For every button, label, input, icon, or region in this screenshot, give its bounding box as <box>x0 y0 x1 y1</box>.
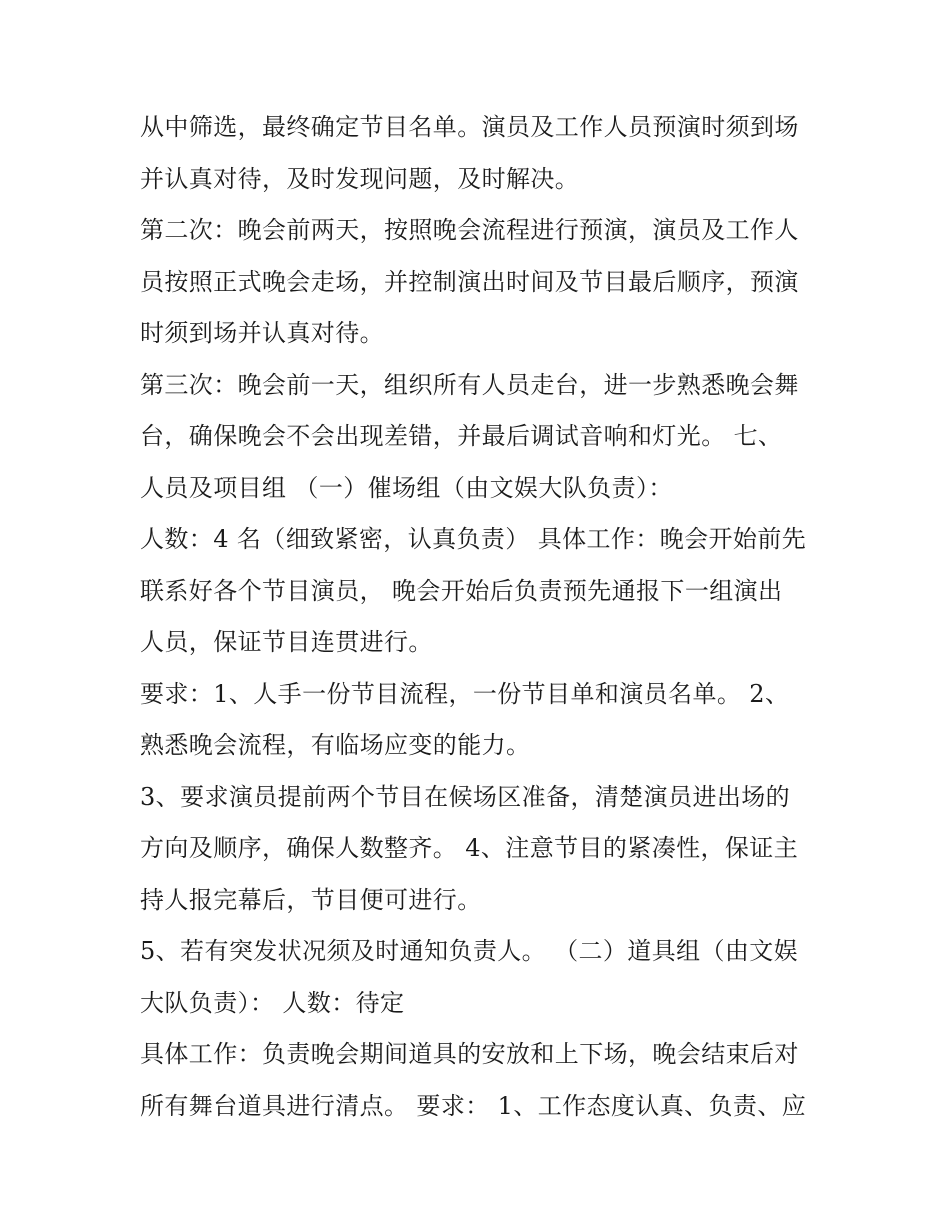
text-line: 时须到场并认真对待。 <box>140 319 384 347</box>
text-line: 联系好各个节目演员， 晚会开始后负责预先通报下一组演出 <box>140 576 783 605</box>
text-line: 要求：1、人手一份节目流程，一份节目单和演员名单。 2、 <box>140 679 790 708</box>
body-text <box>140 102 820 1132</box>
text-line: 员按照正式晚会走场，并控制演出时间及节目最后顺序，预演 <box>140 267 799 296</box>
text-line: 从中筛选，最终确定节目名单。演员及工作人员预演时须到场 <box>140 113 799 141</box>
text-line: 人员，保证节目连贯进行。 <box>140 628 433 656</box>
text-line: 所有舞台道具进行清点。 要求： 1、工作态度认真、负责、应 <box>140 1091 807 1120</box>
text-line: 具体工作：负责晚会期间道具的安放和上下场，晚会结束后对 <box>140 1040 799 1068</box>
text-line: 第三次：晚会前一天，组织所有人员走台，进一步熟悉晚会舞 <box>140 370 799 399</box>
text-line: 5、若有突发状况须及时通知负责人。 （二）道具组（由文娱 <box>140 937 799 965</box>
text-line: 台，确保晚会不会出现差错，并最后调试音响和灯光。 七、 <box>140 422 783 450</box>
text-line: 方向及顺序，确保人数整齐。 4、注意节目的紧凑性，保证主 <box>140 834 799 862</box>
text-line: 人员及项目组 （一）催场组（由文娱大队负责）： <box>140 473 673 502</box>
text-line: 并认真对待，及时发现问题，及时解决。 <box>140 164 580 193</box>
text-line: 3、要求演员提前两个节目在候场区准备，清楚演员进出场的 <box>140 782 791 811</box>
text-line: 第二次：晚会前两天，按照晚会流程进行预演，演员及工作人 <box>140 216 799 244</box>
text-line: 熟悉晚会流程，有临场应变的能力。 <box>140 731 531 759</box>
text-line: 人数：4 名（细致紧密，认真负责） 具体工作：晚会开始前先 <box>140 525 807 553</box>
text-line: 大队负责）： 人数：待定 <box>140 988 405 1017</box>
text-line: 持人报完幕后，节目便可进行。 <box>140 885 482 914</box>
